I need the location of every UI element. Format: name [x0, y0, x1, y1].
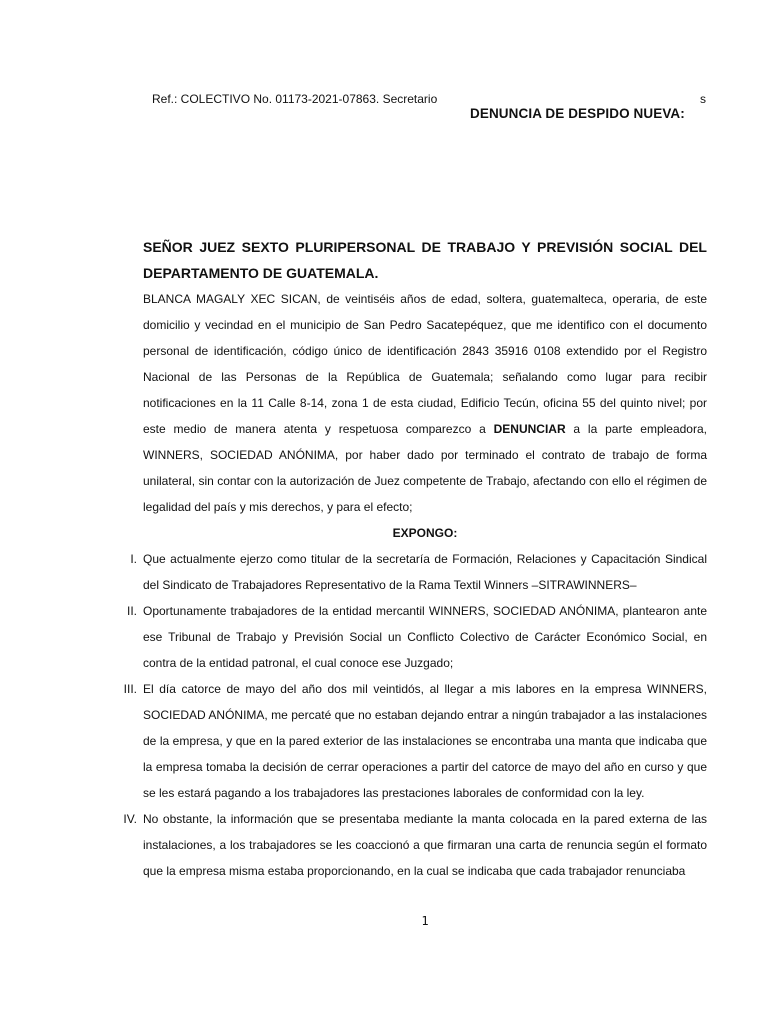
list-item [123, 676, 707, 806]
list-item-text: No obstante, la información que se presentaba mediante la manta colocada en la pared externa de las instalaciones, a los trabajadores se les coaccionó a que firmaran una carta de renuncia según el formato que la empresa misma estaba proporcionando, en la cual se indicaba que cada trabajador renunciaba [143, 812, 707, 878]
list-item-text: Que actualmente ejerzo como titular de la secretaría de Formación, Relaciones y Capacitación Sindical del Sindicato de Trabajadores Representativo de la Rama Textil Winners –SITRAWINNERS– [143, 552, 707, 592]
list-item-number: III. [123, 682, 137, 696]
reference-line: Ref.: COLECTIVO No. 01173-2021-07863. Secretario [152, 92, 438, 106]
addressee-heading [143, 234, 707, 286]
list-item [126, 598, 707, 676]
numbered-list [123, 546, 707, 884]
list-item-text: Oportunamente trabajadores de la entidad mercantil WINNERS, SOCIEDAD ANÓNIMA, plantearon ante ese Tribunal de Trabajo y Previsión Social un Conflicto Colectivo de Carácter Económico Social, en contra de la entidad patronal, el cual conoce ese Juzgado; [143, 604, 707, 670]
page-number: 1 [421, 914, 429, 928]
document-title: DENUNCIA DE DESPIDO NUEVA: [470, 106, 685, 121]
intro-text-start: BLANCA MAGALY XEC SICAN, de veintiséis años de edad, soltera, guatemalteca, operaria, de este domicilio y vecindad en el municipio de San Pedro Sacatepéquez, que me identifico con el documento personal de identificación, código único de identificación 2843 35916 0108 extendido por el Registro Nacional de las Personas de la República de Guatemala; señalando como lugar para recibir notificaciones en la 11 Calle 8-14, zona 1 de esta ciudad, Edificio Tecún, oficina 55 del quinto nivel; por este medio de manera atenta y respetuosa comparezco a [143, 292, 707, 436]
section-heading: EXPONGO: [392, 526, 458, 540]
list-item [130, 546, 707, 598]
reference-suffix: s [700, 92, 706, 106]
list-item [123, 806, 707, 884]
intro-text-end: a la parte empleadora, WINNERS, SOCIEDAD ANÓNIMA, por haber dado por terminado el contrato de trabajo de forma unilateral, sin contar con la autorización de Juez competente de Trabajo, afectando con ello el régimen de legalidad del país y mis derechos, y para el efecto; [143, 422, 707, 514]
addressee-line-1: SEÑOR JUEZ SEXTO PLURIPERSONAL DE TRABAJO Y PREVISIÓN SOCIAL DEL [143, 239, 707, 255]
list-item-number: II. [126, 604, 137, 618]
list-item-number: IV. [123, 812, 137, 826]
addressee-line-2: DEPARTAMENTO DE GUATEMALA. [143, 265, 379, 281]
list-item-number: I. [130, 552, 137, 566]
list-item-text: El día catorce de mayo del año dos mil veintidós, al llegar a mis labores en la empresa WINNERS, SOCIEDAD ANÓNIMA, me percaté que no estaban dejando entrar a ningún trabajador a las instalaciones de la empresa, y que en la pared exterior de las instalaciones se encontraba una manta que indicaba que la empresa tomaba la decisión de cerrar operaciones a partir del catorce de mayo del año en curso y que se les estará pagando a los trabajadores las prestaciones laborales de conformidad con la ley. [143, 682, 707, 800]
intro-paragraph [143, 286, 707, 520]
intro-bold-term: DENUNCIAR [493, 422, 566, 436]
document-body [123, 234, 707, 884]
